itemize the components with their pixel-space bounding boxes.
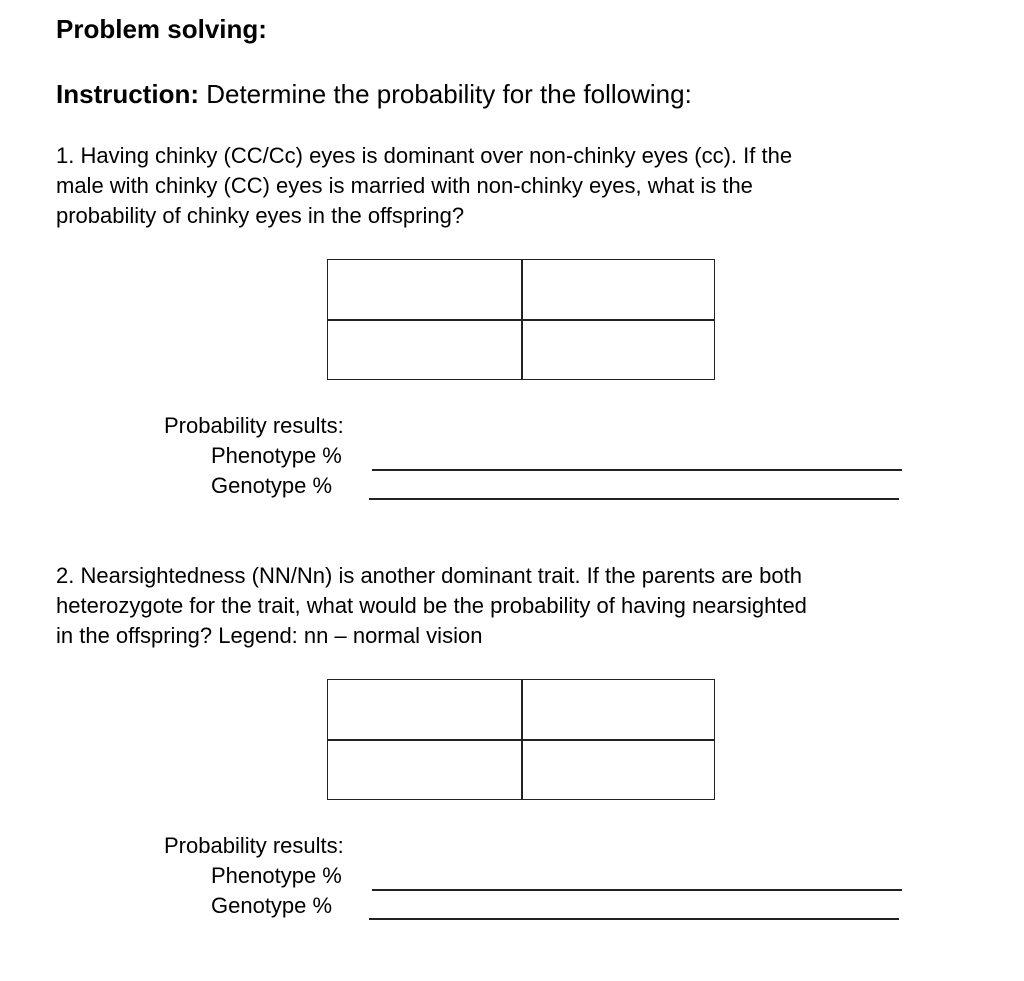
question-1-line: probability of chinky eyes in the offspring?: [56, 203, 465, 228]
punnett-square-2: [327, 679, 715, 800]
punnett-cell[interactable]: [523, 321, 713, 379]
question-2-line: 2. Nearsightedness (NN/Nn) is another dominant trait. If the parents are both: [56, 563, 802, 588]
genotype-answer-blank-2[interactable]: [369, 918, 899, 920]
genotype-answer-blank-1[interactable]: [369, 498, 899, 500]
instruction-line: [56, 79, 692, 110]
page-heading: Problem solving:: [56, 14, 267, 44]
question-1-line: 1. Having chinky (CC/Cc) eyes is dominant over non-chinky eyes (cc). If the: [56, 143, 793, 168]
punnett-cell[interactable]: [328, 741, 518, 799]
question-2-text: [56, 561, 807, 651]
question-1-text: [56, 141, 792, 231]
phenotype-label-2: Phenotype %: [211, 863, 342, 888]
question-2-line: in the offspring? Legend: nn – normal vision: [56, 623, 483, 648]
punnett-cell[interactable]: [523, 260, 713, 318]
punnett-cell[interactable]: [523, 680, 713, 738]
phenotype-answer-blank-2[interactable]: [372, 889, 902, 891]
punnett-cell[interactable]: [328, 260, 518, 318]
punnett-cell[interactable]: [328, 321, 518, 379]
phenotype-label-1: Phenotype %: [211, 443, 342, 468]
genotype-label-1: Genotype %: [211, 473, 333, 498]
genotype-label-2: Genotype %: [211, 893, 333, 918]
question-2-line: heterozygote for the trait, what would be the probability of having nearsighted: [56, 593, 807, 618]
results-label-1: Probability results:: [164, 413, 344, 438]
punnett-cell[interactable]: [328, 680, 518, 738]
instruction-text: Determine the probability for the following:: [199, 79, 692, 109]
instruction-label: Instruction:: [56, 79, 199, 109]
punnett-square-1: [327, 259, 715, 380]
phenotype-answer-blank-1[interactable]: [372, 469, 902, 471]
question-1-line: male with chinky (CC) eyes is married with non-chinky eyes, what is the: [56, 173, 753, 198]
punnett-cell[interactable]: [523, 741, 713, 799]
results-label-2: Probability results:: [164, 833, 344, 858]
